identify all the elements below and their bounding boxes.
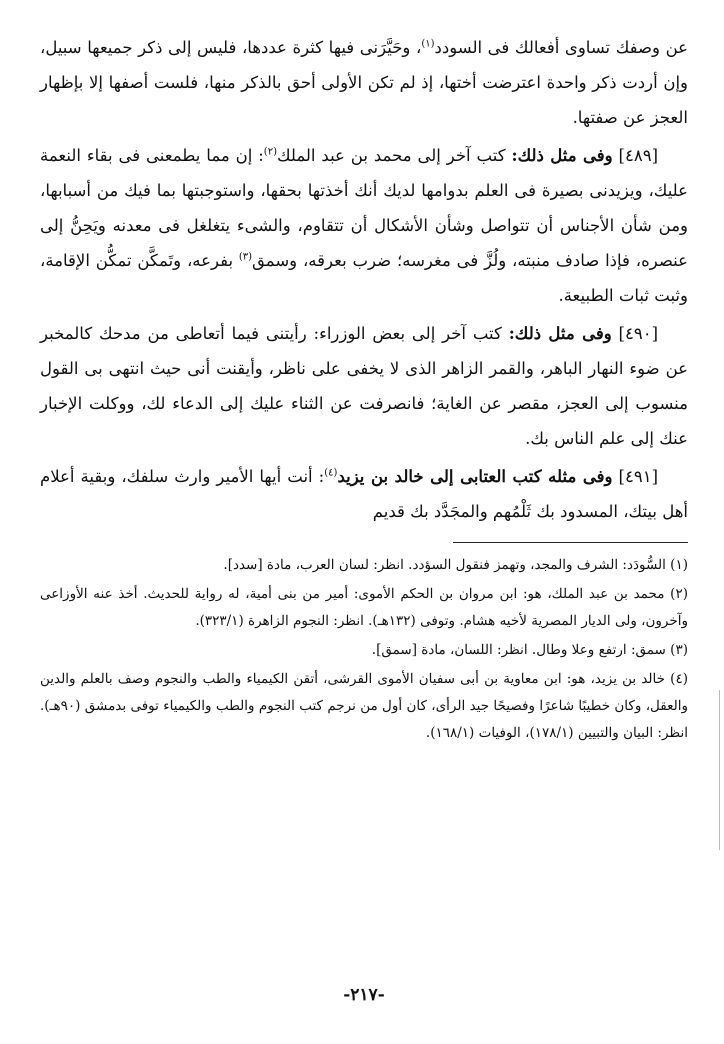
book-page xyxy=(40,30,688,1020)
footnote-reference: (١) xyxy=(421,38,435,50)
paragraph-text: كتب آخر إلى محمد بن عبد الملك xyxy=(276,146,512,165)
page-number: -٢١٧- xyxy=(343,985,385,1005)
footnote-text: السُّودَد: الشرف والمجد، وتهمز فنقول السؤدد. انظر: لسان العرب، مادة [سدد]. xyxy=(223,557,666,573)
footnote-mark: (٣) xyxy=(670,642,688,658)
paragraph-lead: وفى مثله كتب العتابى إلى خالد بن يزيد xyxy=(337,467,613,486)
paragraph-intro xyxy=(40,30,688,135)
footnote-mark: (٢) xyxy=(670,586,688,602)
footnote-reference: (٢) xyxy=(263,146,277,158)
paragraph-489 xyxy=(40,138,688,313)
footnote-2 xyxy=(40,581,688,635)
footnote-mark: (١) xyxy=(670,557,688,573)
footnote-text: محمد بن عبد الملك، هو: ابن مروان بن الحكم الأموى: أمير من بنى أمية، له رواية للحديث. أخذ عنه الأوزاعى وآخرون، ولى الديار المصرية لأخيه هشام. وتوفى (١٣٢هـ). انظر: النجوم الزاهرة (٣٢٣/١). xyxy=(40,586,688,629)
paragraph-number: [٤٩١] xyxy=(618,467,658,486)
footnotes xyxy=(40,552,688,747)
paragraph-text: : إن مما يطمعنى فى بقاء النعمة عليك، ويزيدنى بصيرة فى العلم بدوامها لديك أنك أخذتها بحقها، واستوجبتها بما فيك من أسبابها، ومن شأن الأجناس أن تتواصل وشأن الأشكال أن تتقاوم، والشىء يتغلغل فى معدنه ويَحِنُّ إلى عنصره، فإذا صادف منبته، ولُزَّ فى مغرسه؛ ضرب بعرقه، وسمق xyxy=(40,146,688,270)
paragraph-text: ، وحَيَّرَنى فيها كثرة عددها، فليس إلى ذكر جميعها سبيل، وإن أردت ذكر واحدة اعترضت أختها، إذ لم تكن الأولى أحق بالذكر منها، فلست أصفها إلا بإظهار العجز عن صفتها. xyxy=(40,38,688,127)
footnote-3 xyxy=(40,637,688,664)
footnote-1 xyxy=(40,552,688,579)
paragraph-lead: وفى مثل ذلك: xyxy=(511,146,613,165)
footnote-reference: (٣) xyxy=(238,251,253,263)
paragraph-text: كتب آخر إلى بعض الوزراء: رأيتنى فيما أتعاطى من مدحك كالمخبر عن ضوء النهار الباهر، والقمر الزاهر الذى لا يخفى على ناظر، وأيقنت أنى حيث انتهى بى القول منسوب إلى العجز، مقصر عن الغاية؛ فانصرفت عن الثناء عليك إلى الدعاء لك، ووكلت الإخبار عنك إلى علم الناس بك. xyxy=(40,324,688,448)
scan-edge-mark xyxy=(719,690,720,850)
footnote-text: سمق: ارتفع وعلا وطال. انظر: اللسان، مادة [سمق]. xyxy=(371,642,666,658)
paragraph-491 xyxy=(40,459,688,529)
footnote-reference: (٤) xyxy=(324,467,338,479)
footnote-4 xyxy=(40,666,688,747)
paragraph-number: [٤٨٩] xyxy=(618,146,659,165)
footnote-separator xyxy=(40,532,688,552)
paragraph-text: : أنت أيها الأمير وارث سلفك، وبقية أعلام أهل بيتك، المسدود بك ثَلْمُهم والمجَدَّد بك قديم xyxy=(40,467,688,521)
footnote-text: خالد بن يزيد، هو: ابن معاوية بن أبى سفيان الأموى القرشى، أتقن الكيمياء والطب والنجوم وصف بالعلم والدين والعقل، وكان خطيبًا شاعرًا وفصيحًا جيد الرأى، كان أول من نرجم كتب النجوم والطب والكيمياء توفى بدمشق (٩٠هـ). انظر: البيان والتبيين (١٧٨/١)، الوفيات (١٦٨/١). xyxy=(40,671,688,741)
paragraph-text: عن وصفك تساوى أفعالك فى السودد xyxy=(434,38,688,57)
paragraph-490 xyxy=(40,316,688,456)
paragraph-number: [٤٩٠] xyxy=(618,324,658,343)
paragraph-lead: وفى مثل ذلك: xyxy=(508,324,612,343)
separator-line xyxy=(453,542,688,543)
paragraph-text: بفرعه، وتَمكَّن تمكُّن الإقامة، وثبت ثبات الطبيعة. xyxy=(40,251,688,305)
main-text xyxy=(40,30,688,529)
footnote-mark: (٤) xyxy=(670,671,688,687)
